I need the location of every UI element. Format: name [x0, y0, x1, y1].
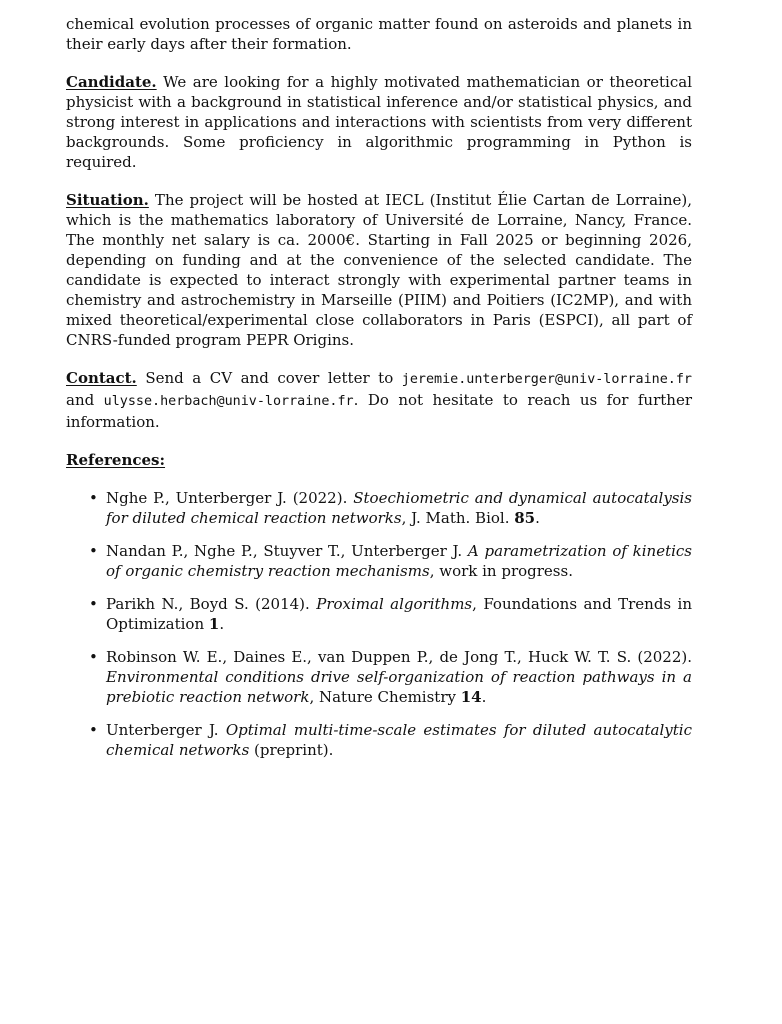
reference-volume: 85	[514, 509, 536, 527]
reference-volume: 14	[460, 688, 482, 706]
reference-title: Environmental conditions drive self-organization of reaction pathways in a prebiotic reaction network	[106, 668, 692, 706]
reference-item	[89, 541, 692, 581]
situation-heading: Situation.	[66, 191, 149, 209]
bullet-icon: •	[89, 489, 98, 507]
candidate-text: We are looking for a highly motivated mathematician or theoretical physicist with a background in statistical inference and/or statistical physics, and strong interest in applications and interactions with scientists from very different backgrounds. Some proficiency in algorithmic programming in Python is required.	[66, 73, 692, 171]
situation-text: The project will be hosted at IECL (Institut Élie Cartan de Lorraine), which is the mathematics laboratory of Université de Lorraine, Nancy, France. The monthly net salary is ca. 2000€. Starting in Fall 2025 or beginning 2026, depending on funding and at the convenience of the selected candidate. The candidate is expected to interact strongly with experimental partner teams in chemistry and astrochemistry in Marseille (PIIM) and Poitiers (IC2MP), and with mixed theoretical/experimental close collaborators in Paris (ESPCI), all part of CNRS-funded program PEPR Origins.	[66, 191, 692, 349]
contact-text-middle: and	[66, 391, 104, 409]
reference-title: Stoechiometric and dynamical autocatalysis for diluted chemical reaction networks	[106, 489, 693, 527]
intro-paragraph-tail	[66, 14, 692, 54]
reference-authors: Nandan P., Nghe P., Stuyver T., Unterberger J.	[106, 542, 468, 560]
reference-title: Optimal multi-time-scale estimates for diluted autocatalytic chemical networks	[106, 721, 692, 759]
reference-volume: 1	[208, 615, 220, 633]
reference-item	[89, 647, 692, 707]
bullet-icon: •	[89, 721, 98, 739]
reference-venue: (preprint).	[249, 741, 334, 759]
contact-text-after: . Do not hesitate to reach us for further information.	[66, 391, 693, 431]
contact-email-1[interactable]: jeremie.unterberger@univ-lorraine.fr	[401, 372, 692, 387]
reference-title: Proximal algorithms	[316, 595, 473, 613]
reference-authors: Nghe P., Unterberger J. (2022).	[106, 489, 354, 507]
reference-venue: , Nature Chemistry	[309, 688, 461, 706]
reference-end: .	[481, 688, 487, 706]
reference-authors: Parikh N., Boyd S. (2014).	[106, 595, 317, 613]
bullet-icon: •	[89, 542, 98, 560]
reference-item	[89, 488, 693, 528]
candidate-paragraph	[66, 72, 692, 172]
references-list	[66, 488, 692, 760]
reference-authors: Unterberger J.	[106, 721, 226, 739]
bullet-icon: •	[89, 648, 98, 666]
bullet-icon: •	[89, 595, 98, 613]
candidate-heading: Candidate.	[66, 73, 157, 91]
reference-title: A parametrization of kinetics of organic chemistry reaction mechanisms	[106, 542, 692, 580]
reference-authors: Robinson W. E., Daines E., van Duppen P., de Jong T., Huck W. T. S. (2022).	[106, 648, 692, 666]
reference-item	[89, 720, 692, 760]
situation-paragraph	[66, 190, 692, 350]
reference-end: .	[219, 615, 225, 633]
reference-end: .	[535, 509, 540, 527]
contact-paragraph	[66, 368, 692, 432]
contact-heading: Contact.	[66, 369, 137, 387]
contact-email-2[interactable]: ulysse.herbach@univ-lorraine.fr	[103, 394, 354, 409]
reference-item	[89, 594, 693, 634]
references-heading: References:	[66, 451, 166, 469]
intro-text: chemical evolution processes of organic matter found on asteroids and planets in their early days after their formation.	[66, 15, 692, 53]
reference-venue: , work in progress.	[429, 562, 573, 580]
document-body	[66, 14, 692, 773]
reference-venue: , J. Math. Biol.	[401, 509, 515, 527]
reference-venue: , Foundations and Trends in Optimization	[106, 595, 693, 633]
contact-text-before: Send a CV and cover letter to	[136, 369, 402, 387]
